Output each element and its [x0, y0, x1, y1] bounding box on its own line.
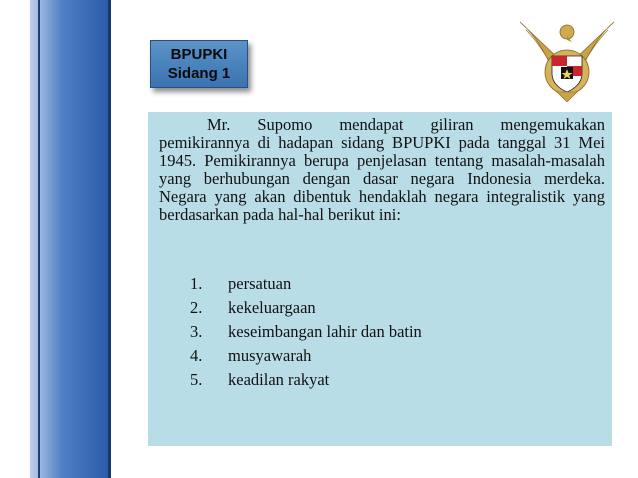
left-decorative-bar [30, 0, 110, 478]
description-paragraph: Mr. Supomo mendapat giliran mengemukakan pemikirannya di hadapan sidang BPUPKI pada tanggal 31 Mei 1945. Pemikirannya berupa penjelasan tentang masalah-masalah yang berhubungan dengan dasar negara Indonesia merdeka. Negara yang akan dibentuk hendaklah negara integralistik yang berdasarkan pada hal-hal berikut ini: [159, 115, 605, 224]
garuda-pancasila-emblem-icon [512, 12, 622, 102]
list-item-text: keadilan rakyat [228, 370, 330, 389]
left-bar-edge-line [38, 0, 40, 478]
list-item-number: 2. [190, 298, 203, 317]
list-item-number: 5. [190, 370, 203, 389]
list-item [190, 344, 422, 368]
list-item-text: persatuan [228, 274, 292, 293]
list-item [190, 272, 422, 296]
list-item-text: musyawarah [228, 346, 312, 365]
list-item [190, 296, 422, 320]
list-item-text: keseimbangan lahir dan batin [228, 322, 422, 341]
badge-title: BPUPKI [170, 46, 228, 63]
badge-subtitle: Sidang 1 [167, 65, 231, 82]
list-item [190, 320, 422, 344]
left-bar-divider-line [108, 0, 111, 478]
principles-list [190, 272, 422, 392]
list-item-number: 4. [190, 346, 203, 365]
list-item-number: 3. [190, 322, 203, 341]
list-item-number: 1. [190, 274, 203, 293]
content-panel [148, 112, 612, 446]
list-item [190, 368, 422, 392]
section-badge [150, 40, 248, 88]
list-item-text: kekeluargaan [228, 298, 316, 317]
